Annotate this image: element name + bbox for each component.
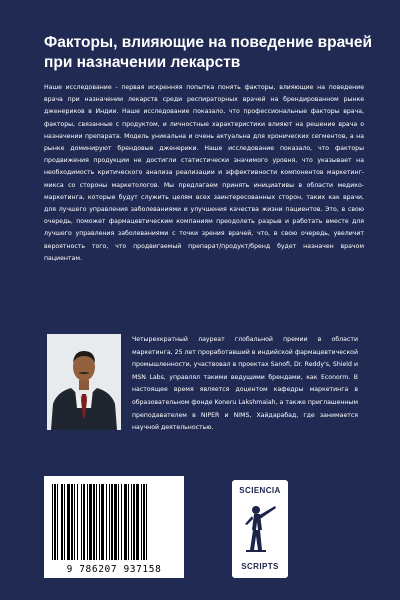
publisher-logo (232, 480, 288, 578)
abstract-text: Наше исследование - первая искренняя попытка понять факторы, влияющие на поведение врача при назначении лекарств среди респираторных врачей на брендированном рынке дженериков в Индии. Наше исследование показало, что профессиональные факторы врача, факторы, связанные с продуктом, и личностные характеристики влияют на решение врача о назначении препарата. Модель уникальна и очень актуальна для хронических сегментов, а на рынке доминируют брендовые дженерики. Наше исследование показало, что факторы продвижения продукции не достигли статистически значимого уровня, что указывает на необходимость критического анализа реализации и эффективности компонентов маркетинг-микса со стороны маркетологов. Мы предлагаем принять инициативы в области медико-маркетинга, которые будут служить целям всех заинтересованных сторон, таких как врачи, для лучшего управления заболеваниями и улучшения качества жизни пациентов. Это, в свою очередь, поможет фармацевтическим компаниям преодолеть разрыв и работать вместе для лучшего управления заболеваниями с точки зрения врачей, что, в свою очередь, увеличит вероятность того, что продвигаемый препарат/продукт/бренд будет назначен врачом пациентам. (44, 84, 364, 262)
barcode-bar (136, 484, 139, 560)
publisher-logo-bottom-text: SCRIPTS (241, 562, 279, 571)
isbn-barcode (44, 476, 184, 578)
barcode-bar (67, 484, 70, 560)
barcode-bar (141, 484, 142, 560)
barcode-bar (87, 484, 88, 560)
barcode-bar (131, 484, 132, 560)
barcode-bar (114, 484, 117, 560)
barcode-bar (96, 484, 97, 560)
barcode-bar (81, 484, 82, 560)
barcode-bar (128, 484, 129, 560)
barcode-bar (124, 484, 127, 560)
barcode-bar (118, 484, 119, 560)
barcode-bar (121, 484, 122, 560)
barcode-bar (133, 484, 135, 560)
isbn-number: 9 786207 937158 (66, 564, 162, 575)
barcode-bar (111, 484, 113, 560)
barcode-bar (143, 484, 145, 560)
author-photo (47, 334, 121, 430)
author-bio: Четырехкратный лауреат глобальной премии в области маркетинга, 25 лет проработавший в индийской фармацевтической промышленности, участвовал в проектах Sanofi, Dr. Reddy's, Shield и MSN Labs, управлял такими ведущими брендами, как Econorm. В настоящее время является доцентом кафедры маркетинга в образовательном фонде Koneru Lakshmaiah, а также приглашенным преподавателем в NIPER и NIMS, Хайдарабад, где занимается научной деятельностью. (132, 336, 358, 432)
barcode-bar (146, 484, 147, 560)
barcode-bar (71, 484, 73, 560)
barcode-bar (54, 484, 56, 560)
barcode-bar (89, 484, 92, 560)
book-title: Факторы, влияющие на поведение врачей при назначении лекарств (44, 34, 373, 71)
barcode-bar (77, 484, 78, 560)
barcode-bar (64, 484, 65, 560)
publisher-logo-top-text: SCIENCIA (239, 486, 281, 495)
barcode-bar (93, 484, 95, 560)
barcode-bar (61, 484, 63, 560)
barcode-bar (101, 484, 104, 560)
scientist-figure-icon (242, 502, 278, 556)
barcode-bar (99, 484, 100, 560)
barcode-bar (57, 484, 58, 560)
barcode-bar (74, 484, 75, 560)
barcode-bar (106, 484, 107, 560)
barcode-bar (109, 484, 110, 560)
barcode-bar (83, 484, 85, 560)
barcode-bar (52, 484, 53, 560)
